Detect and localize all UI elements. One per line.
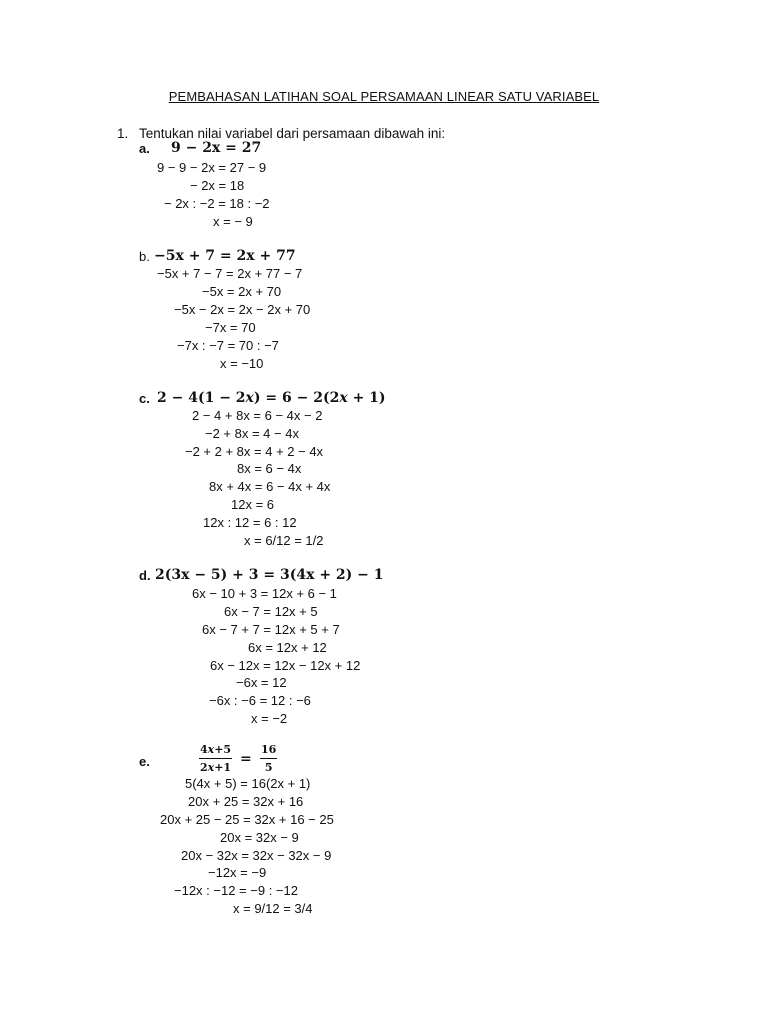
part-b-step-1: −5x + 7 − 7 = 2x + 77 − 7 (157, 266, 303, 281)
part-e-step-4: 20x = 32x − 9 (220, 830, 299, 845)
part-d-step-8: x = −2 (251, 711, 288, 726)
part-e-step-3: 20x + 25 − 25 = 32x + 16 − 25 (160, 812, 334, 827)
part-e-label: e. (139, 754, 150, 769)
part-c-step-3: −2 + 2 + 8x = 4 + 2 − 4x (185, 444, 324, 459)
part-a-label: a. (139, 141, 150, 156)
part-e-step-1: 5(4x + 5) = 16(2x + 1) (185, 776, 311, 791)
question-instruction: Tentukan nilai variabel dari persamaan dibawah ini: (139, 126, 446, 141)
part-d-label: d. (139, 568, 151, 583)
question-number: 1. (117, 126, 129, 141)
part-e-step-6: −12x = −9 (208, 865, 267, 880)
part-c-step-1: 2 − 4 + 8x = 6 − 4x − 2 (192, 408, 323, 423)
part-d-step-6: −6x = 12 (236, 675, 287, 690)
part-b-equation: −5x + 7 = 2x + 77 (154, 248, 296, 264)
part-e-step-7: −12x : −12 = −9 : −12 (174, 883, 298, 898)
part-e-equals: = (240, 751, 252, 767)
part-a-step-3: − 2x : −2 = 18 : −2 (164, 196, 270, 211)
part-e-step-5: 20x − 32x = 32x − 32x − 9 (181, 848, 332, 863)
part-d-step-5: 6x − 12x = 12x − 12x + 12 (210, 658, 361, 673)
part-c-equation: 2 − 4(1 − 2x) = 6 − 2(2x + 1) (157, 390, 386, 406)
part-c-step-7: 12x : 12 = 6 : 12 (203, 515, 297, 530)
part-e-step-8: x = 9/12 = 3/4 (233, 901, 313, 916)
part-b-step-3: −5x − 2x = 2x − 2x + 70 (174, 302, 311, 317)
part-d-step-7: −6x : −6 = 12 : −6 (209, 693, 311, 708)
part-d-step-2: 6x − 7 = 12x + 5 (224, 604, 318, 619)
part-c-step-2: −2 + 8x = 4 − 4x (205, 426, 299, 441)
part-a-step-1: 9 − 9 − 2x = 27 − 9 (157, 160, 267, 175)
part-d-step-4: 6x = 12x + 12 (248, 640, 327, 655)
part-c-step-8: x = 6/12 = 1/2 (244, 533, 324, 548)
part-b-step-4: −7x = 70 (205, 320, 256, 335)
part-d-step-1: 6x − 10 + 3 = 12x + 6 − 1 (192, 586, 337, 601)
part-c-label: c. (139, 391, 150, 406)
part-e-step-2: 20x + 25 = 32x + 16 (188, 794, 304, 809)
part-d-step-3: 6x − 7 + 7 = 12x + 5 + 7 (202, 622, 340, 637)
part-c-step-5: 8x + 4x = 6 − 4x + 4x (209, 479, 331, 494)
part-e-fraction-left: $\frac{4x+5}{2x+1}$ (200, 743, 232, 774)
part-d-equation: 2(3x − 5) + 3 = 3(4x + 2) − 1 (155, 567, 384, 583)
part-c-step-6: 12x = 6 (231, 497, 275, 512)
part-b-step-2: −5x = 2x + 70 (202, 284, 282, 299)
part-e-fraction-right: $\frac{16}{5}$ (261, 743, 277, 774)
part-a-step-4: x = − 9 (213, 214, 253, 229)
part-b-step-6: x = −10 (220, 356, 264, 371)
part-a-step-2: − 2x = 18 (190, 178, 245, 193)
part-a-equation: 9 − 2x = 27 (171, 140, 262, 156)
document-title: PEMBAHASAN LATIHAN SOAL PERSAMAAN LINEAR SATU VARIABEL (168, 89, 600, 104)
part-b-label: b. (139, 249, 150, 264)
part-c-step-4: 8x = 6 − 4x (237, 461, 302, 476)
part-b-step-5: −7x : −7 = 70 : −7 (177, 338, 279, 353)
